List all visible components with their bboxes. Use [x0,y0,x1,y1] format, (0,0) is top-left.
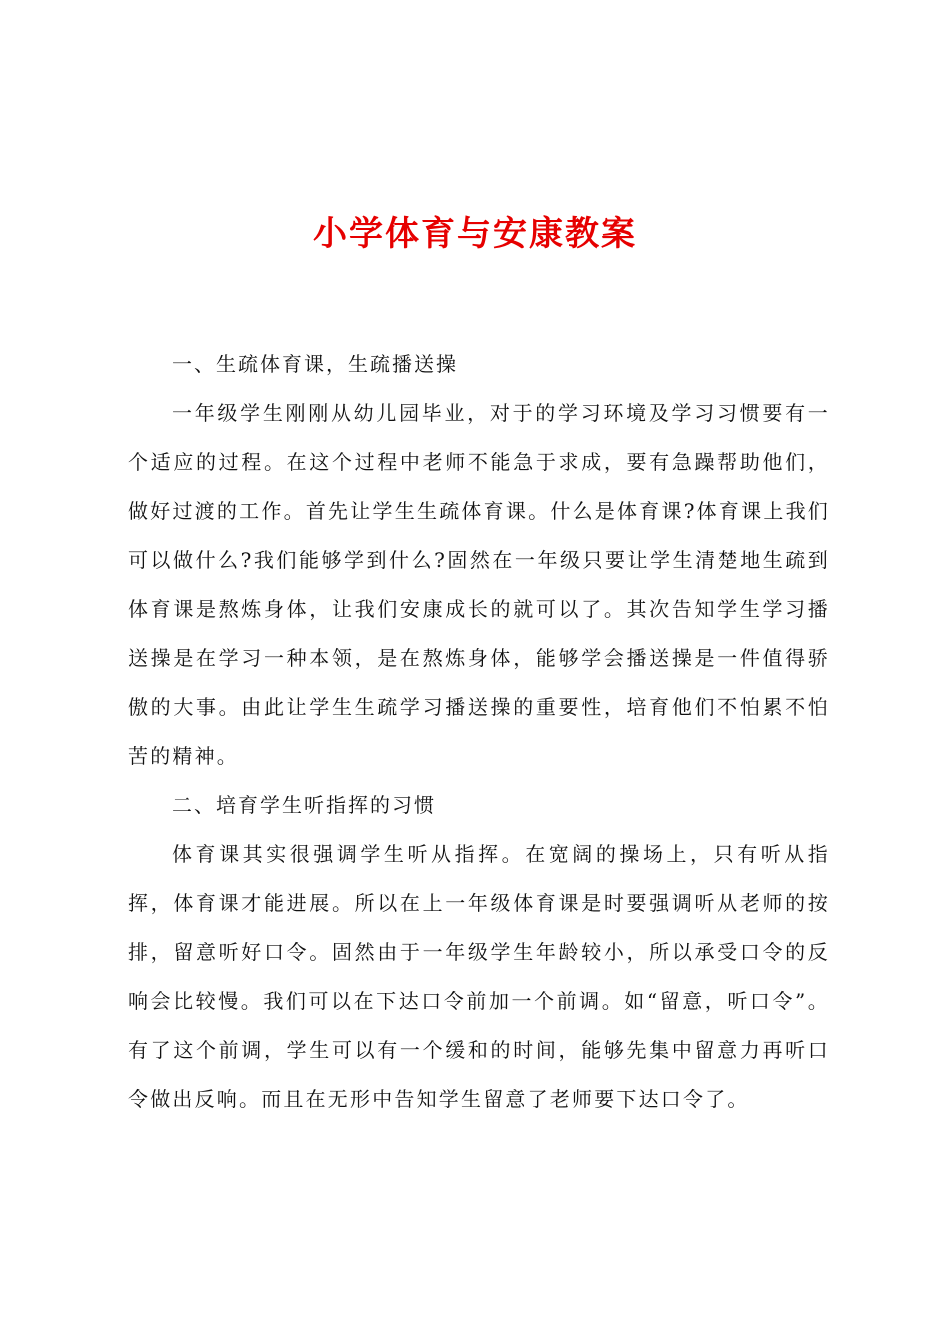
document-title: 小学体育与安康教案 [313,214,637,254]
section-heading-2: 二、培育学生听指挥的习惯 [172,793,436,817]
section-paragraph-2: 体育课其实很强调学生听从指挥。在宽阔的操场上，只有听从指挥，体育课才能进展。所以在上一年级体育课是时要强调听从老师的按排，留意听好口令。固然由于一年级学生年龄较小，所以承受口令的反响会比较慢。我们可以在下达口令前加一个前调。如“留意，听口令”。有了这个前调，学生可以有一个缓和的时间，能够先集中留意力再听口令做出反响。而且在无形中告知学生留意了老师要下达口令了。 [128,842,830,1111]
document-content [128,340,830,1124]
section-heading-1: 一、生疏体育课，生疏播送操 [172,352,458,376]
section-paragraph-1: 一年级学生刚刚从幼儿园毕业，对于的学习环境及学习习惯要有一个适应的过程。在这个过程中老师不能急于求成，要有急躁帮助他们，做好过渡的工作。首先让学生生疏体育课。什么是体育课?体育课上我们可以做什么?我们能够学到什么?固然在一年级只要让学生清楚地生疏到体育课是熬炼身体，让我们安康成长的就可以了。其次告知学生学习播送操是在学习一种本领，是在熬炼身体，能够学会播送操是一件值得骄傲的大事。由此让学生生疏学习播送操的重要性，培育他们不怕累不怕苦的精神。 [128,401,830,768]
